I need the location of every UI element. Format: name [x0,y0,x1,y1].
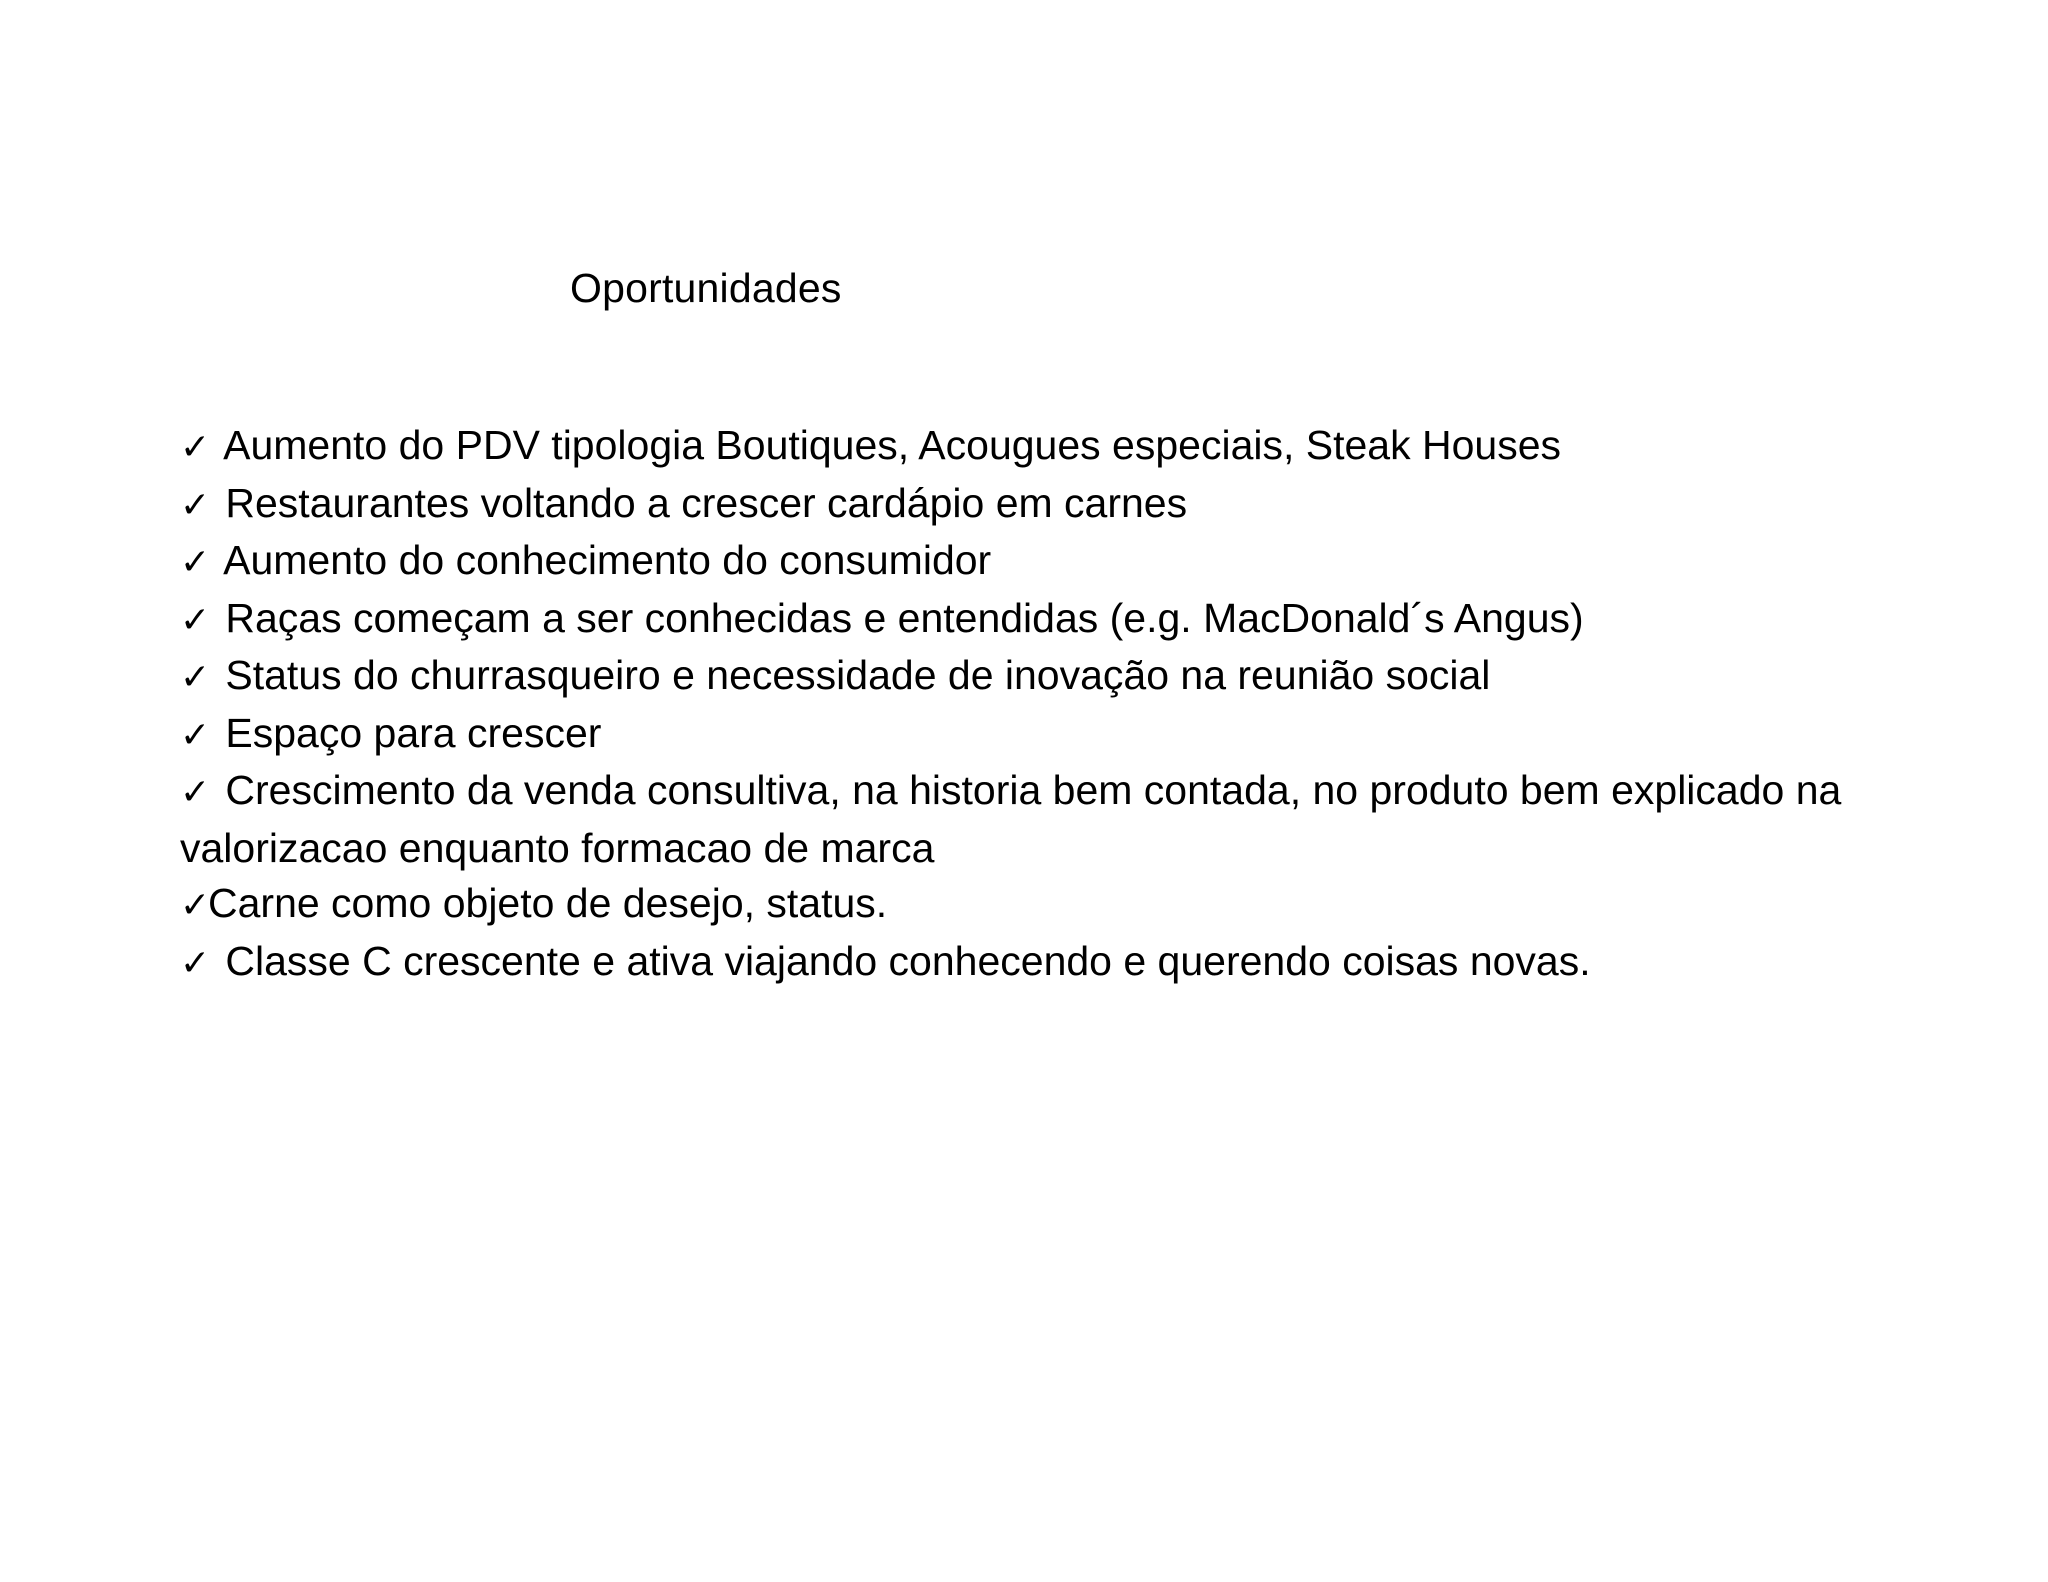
opportunity-list [180,418,1900,991]
checkmark-icon: ✓ [180,484,211,526]
list-item [180,648,1900,706]
list-item-text: Classe C crescente e ativa viajando conhecendo e querendo coisas novas. [214,937,1591,984]
list-item [180,533,1900,591]
list-item-text: Carne como objeto de desejo, status. [208,880,888,926]
list-item [180,591,1900,649]
checkmark-icon: ✓ [180,885,211,926]
list-item [180,476,1900,534]
list-item-text: Restaurantes voltando a crescer cardápio em carnes [214,479,1188,526]
checkmark-icon: ✓ [180,657,211,698]
list-item [180,706,1900,764]
list-item-text: Raças começam a ser conhecidas e entendidas (e.g. MacDonald´s Angus) [214,594,1584,641]
list-item-text: Espaço para crescer [214,709,602,756]
list-item-text: Aumento do conhecimento do consumidor [214,537,992,583]
list-item-text: Status do churrasqueiro e necessidade de inovação na reunião social [214,652,1491,698]
list-item [180,934,1900,992]
slide-title: Oportunidades [570,265,842,311]
checkmark-icon: ✓ [180,942,211,984]
checkmark-icon: ✓ [180,427,211,468]
checkmark-icon: ✓ [180,772,211,813]
list-item [180,763,1900,876]
checkmark-icon: ✓ [180,599,211,641]
list-item [180,876,1900,934]
checkmark-icon: ✓ [180,542,211,583]
list-item [180,418,1900,476]
list-item-text: Aumento do PDV tipologia Boutiques, Acougues especiais, Steak Houses [214,422,1562,468]
checkmark-icon: ✓ [180,714,211,756]
list-item-text: Crescimento da venda consultiva, na historia bem contada, no produto bem explicado na valorizacao enquanto formacao de marca [180,767,1842,871]
